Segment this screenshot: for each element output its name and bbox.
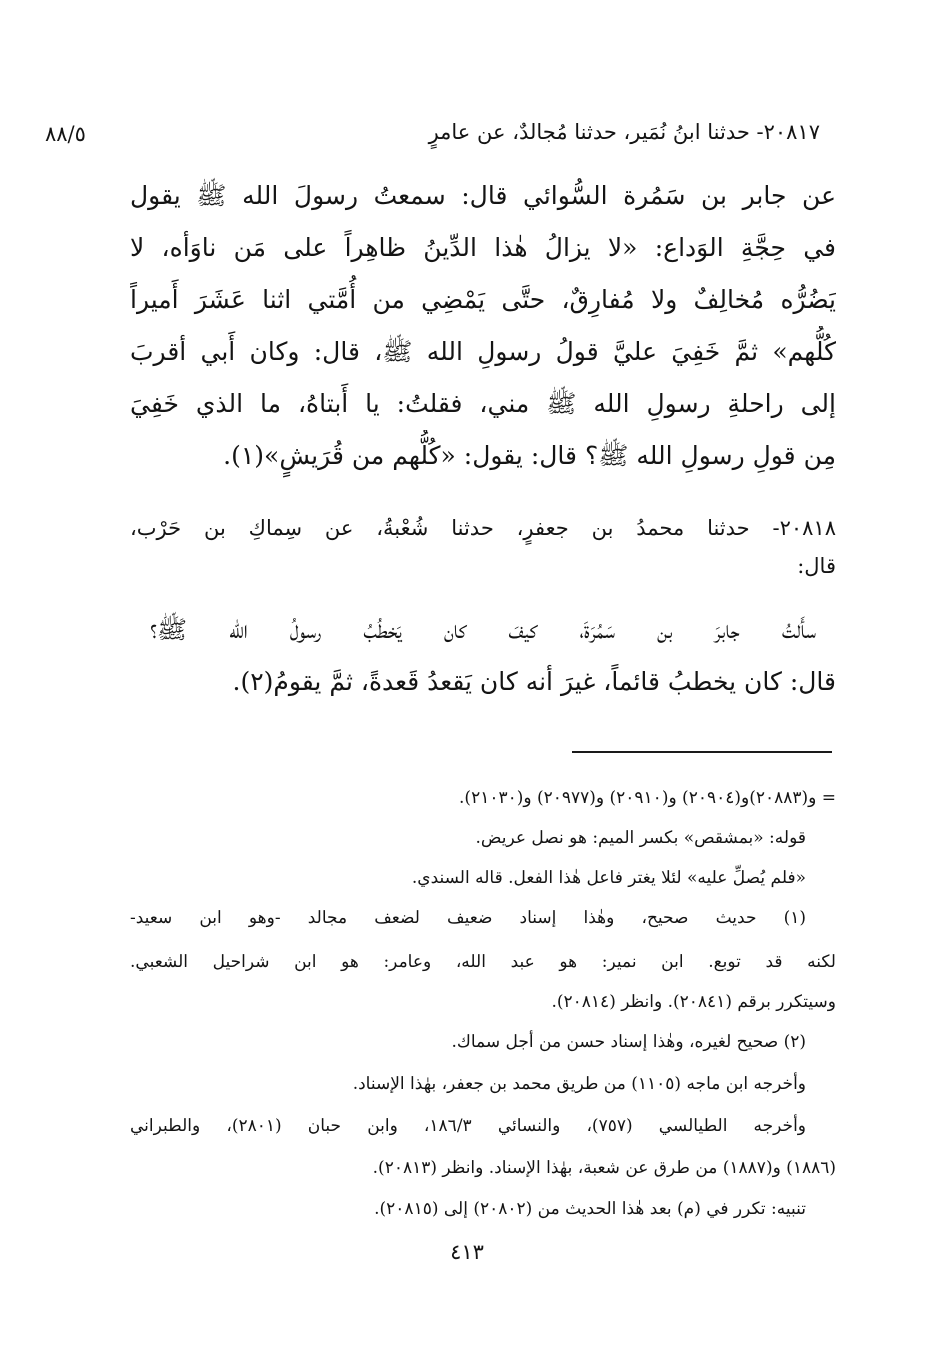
footnote-line: = و(٢٠٨٨٣)و(٢٠٩٠٤) و(٢٠٩١٠) و(٢٠٩٧٧) و(٢١٠٣٠). [459,788,836,808]
footnote-line: وأخرجه ابن ماجه (١١٠٥) من طريق محمد بن جعفر، بهٰذا الإسناد. [352,1074,806,1094]
footnote-line: تنبيه: تكرر في (م) بعد هٰذا الحديث من (٢٠٨٠٢) إلى (٢٠٨١٥). [374,1199,806,1219]
hadith-20817-line: كُلُّهم» ثمَّ خَفِيَ عليَّ قولُ رسولِ الله ﷺ، قال: وكان أَبي أقربَ [130,337,836,366]
footnote-line: وأخرجه الطيالسي (٧٥٧)، والنسائي ١٨٦/٣، وابن حبان (٢٨٠١)، والطبراني [130,1116,807,1136]
hadith-20818-line: سأَلتُ جابرَ بن سَمُرَةَ، كيفَ كان يَخطُبُ رسولُ الله ﷺ؟ [150,615,816,644]
hadith-20817-line: يَضُرُّه مُخالِفٌ ولا مُفارِقٌ، حتَّى يَمْضِي من أُمَّتي اثنا عَشَرَ أَميراً [130,285,836,314]
footnote-line: قوله: «بمشقص» بكسر الميم: هو نصل عريض. [475,828,806,848]
volume-page-reference: ٨٨/٥ [45,122,86,146]
hadith-20818-header-cont: قال: [797,554,836,578]
footnote-line: «فلم يُصلِّ عليه» لئلا يغتر فاعل هٰذا الفعل. قاله السندي. [411,868,806,888]
hadith-20817-line: مِن قولِ رسولِ الله ﷺ؟ قال: يقول: «كُلُّهم من قُرَيشٍ»(١). [223,441,836,470]
hadith-20818-line: قال: كان يخطبُ قائماً، غيرَ أنه كان يَقعدُ قَعدةً، ثمَّ يقومُ(٢). [232,667,836,696]
hadith-20817-line: في حِجَّةِ الوَداع: «لا يزالُ هٰذا الدِّينُ ظاهِراً على مَن ناوَأه، لا [130,233,836,262]
footnote-line: (١) حديث صحيح، وهٰذا إسناد ضعيف لضعف مجالد -وهو ابن سعيد- [130,908,806,928]
footnote-line: لكنه قد توبع. ابن نمير: هو عبد الله، وعامر: هو ابن شراحيل الشعبي. [130,952,836,972]
hadith-20818-header: ٢٠٨١٨- حدثنا محمدُ بن جعفرٍ، حدثنا شُعْبةُ، عن سِماكِ بن حَرْب، [130,516,836,540]
footnote-divider [572,751,832,753]
footnote-line: (١٨٨٦) و(١٨٨٧) من طرق عن شعبة، بهٰذا الإسناد. وانظر (٢٠٨١٣). [372,1158,836,1178]
hadith-20817-line: عن جابر بن سَمُرة السُّوائي قال: سمعتُ رسولَ الله ﷺ يقول [130,181,836,210]
page-number: ٤١٣ [450,1240,484,1264]
hadith-20817-header: ٢٠٨١٧- حدثنا ابنُ نُمَير، حدثنا مُجالدٌ، عن عامرٍ [428,120,820,144]
hadith-20817-line: إلى راحلةِ رسولِ الله ﷺ مني، فقلتُ: يا أَبتاهُ، ما الذي خَفِيَ [130,389,836,418]
footnote-line: وسيتكرر برقم (٢٠٨٤١). وانظر (٢٠٨١٤). [551,992,836,1012]
footnote-line: (٢) صحيح لغيره، وهٰذا إسناد حسن من أجل سماك. [451,1032,806,1052]
